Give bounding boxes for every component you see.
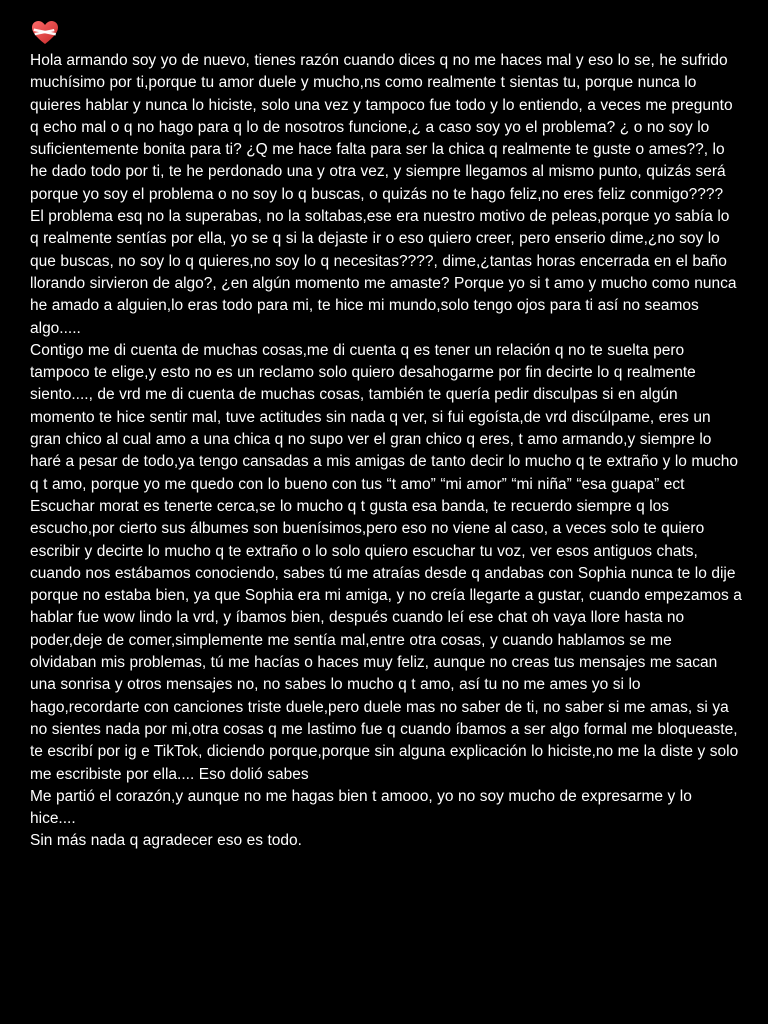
- paragraph-4: Escuchar morat es tenerte cerca,se lo mucho q t gusta esa banda, te recuerdo siempre q los escucho,por cierto sus álbumes son buenísimos,pero eso no viene al caso, a veces solo te quiero escribir y decirte lo mucho q te extraño o lo solo quiero escuchar tu voz, ver esos antiguos chats, cuando nos estábamos conociendo, sabes tú me atraías desde q andabas con Sophia nunca te lo dije porque no estaba bien, ya que Sophia era mi amiga, y no creía llegarte a gustar, cuando empezamos a hablar fue wow lindo la vrd, y íbamos bien, después cuando leí ese chat oh vaya llore hasta no poder,deje de comer,simplemente me sentía mal,entre otra cosas, y cuando hablamos se me olvidaban mis problemas, tú me hacías o haces muy feliz, aunque no creas tus mensajes me sacan una sonrisa y otros mensajes no, no sabes lo mucho q t amo, así tu no me ames yo si lo hago,recordarte con canciones triste duele,pero duele mas no saber de ti, no saber si me amas, si ya no sientes nada por mi,otra cosas q me lastimo fue q cuando íbamos a ser algo formal me bloqueaste, te escribí por ig e TikTok, diciendo porque,porque sin alguna explicación lo hiciste,no me la diste y solo me escribiste por ella.... Eso dolió sabes: [30, 497, 742, 783]
- paragraph-5: Me partió el corazón,y aunque no me hagas bien t amooo, yo no soy mucho de expresarme y lo hice....: [30, 787, 692, 828]
- paragraph-1: Hola armando soy yo de nuevo, tienes razón cuando dices q no me haces mal y eso lo se, he sufrido muchísimo por ti,porque tu amor duele y mucho,ns como realmente t sientas tu, porque nunca lo quieres hablar y nunca lo hiciste, solo una vez y tampoco fue todo y lo entiendo, a veces me pregunto q echo mal o q no hago para q lo de nosotros funcione,¿ a caso soy yo el problema? ¿ o no soy lo suficientemente bonita para ti? ¿Q me hace falta para ser la chica q realmente te guste o ames??, lo he dado todo por ti, te he perdonado una y otra vez, y siempre llegamos al mismo punto, quizás será porque yo soy el problema o no soy lo q buscas, o quizás no te hago feliz,no eres feliz conmigo????: [30, 52, 733, 203]
- paragraph-3: Contigo me di cuenta de muchas cosas,me di cuenta q es tener un relación q no te suelta pero tampoco te elige,y esto no es un reclamo solo quiero desahogarme por fin decirte lo q realmente siento...., de vrd me di cuenta de muchas cosas, también te quería pedir disculpas si en algún momento te hice sentir mal, tuve actitudes sin nada q ver, si fui egoísta,de vrd discúlpame, eres un gran chico al cual amo a una chica q no supo ver el gran chico q eres, t amo armando,y siempre lo haré a pesar de todo,ya tengo cansadas a mis amigas de tanto decir lo mucho q te extraño y lo mucho q t amo, porque yo me quedo con lo bueno con tus “t amo” “mi amor” “mi niña” “esa guapa” ect: [30, 341, 738, 493]
- paragraph-2: El problema esq no la superabas, no la soltabas,ese era nuestro motivo de peleas,porque yo sabía lo q realmente sentías por ella, yo se q si la dejaste ir o eso quiero creer, pero enserio dime,¿no soy lo que buscas, no soy lo q quieres,no soy lo q necesitas????, dime,¿tantas horas encerrada en el baño llorando sirvieron de algo?, ¿en algún momento me amaste? Porque yo si t amo y mucho como nunca he amado a alguien,lo eras todo para mi, te hice mi mundo,solo tengo ojos para ti así no seamos algo.....: [30, 208, 737, 337]
- note-content: [30, 18, 742, 853]
- mending-heart-icon: [30, 18, 60, 48]
- paragraph-6: Sin más nada q agradecer eso es todo.: [30, 832, 302, 850]
